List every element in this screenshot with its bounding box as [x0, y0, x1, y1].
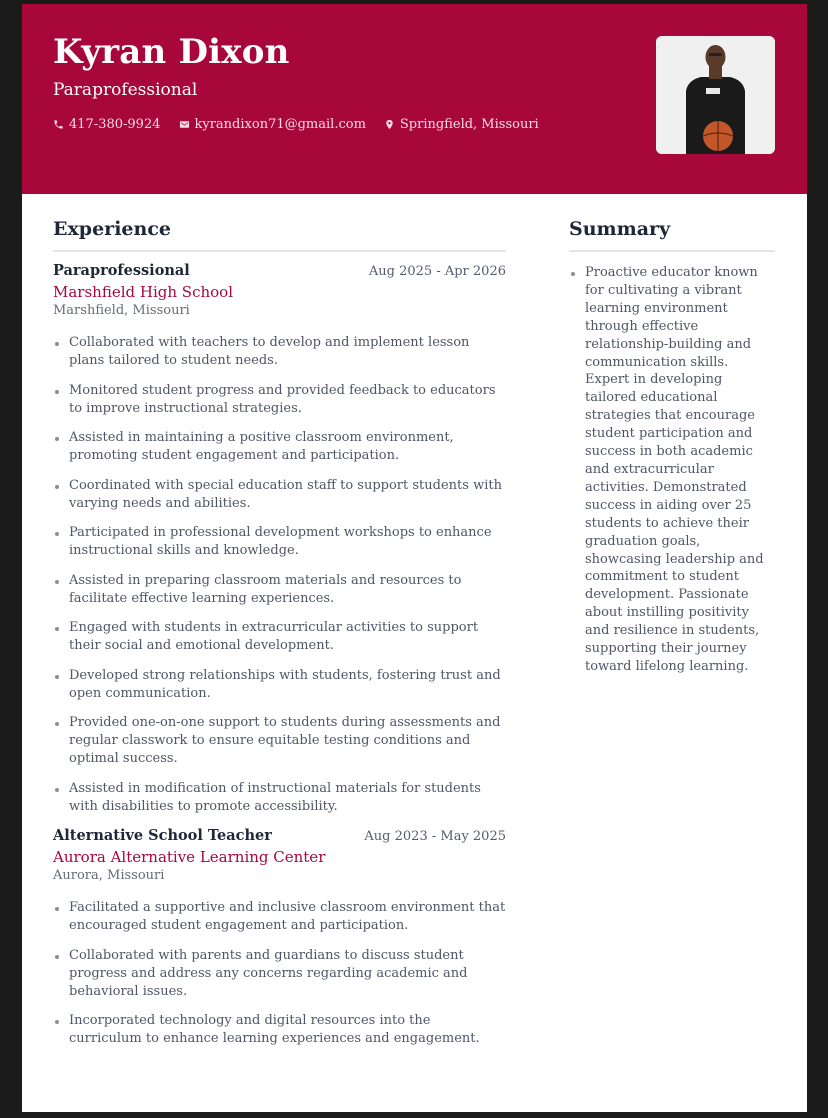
job-dates: Aug 2025 - Apr 2026: [368, 264, 506, 279]
contact-location: [384, 117, 539, 132]
job-bullets: [53, 334, 506, 816]
job-location: Marshfield, Missouri: [53, 303, 190, 318]
email-text[interactable]: kyrandixon71@gmail.com: [194, 117, 366, 132]
job-title: Paraprofessional: [53, 262, 190, 279]
bullet-item: Monitored student progress and provided feedback to educators to improve instructional strategies.: [53, 382, 506, 418]
experience-section: [53, 218, 506, 1060]
job-company: Aurora Alternative Learning Center: [53, 848, 326, 866]
job-company: Marshfield High School: [53, 283, 233, 301]
summary-section: [569, 218, 775, 676]
mail-icon: [179, 119, 190, 130]
job-header: [53, 262, 506, 279]
resume-page: [22, 4, 807, 1112]
bullet-item: Participated in professional development workshops to enhance instructional skills and knowledge.: [53, 524, 506, 560]
bullet-item: Collaborated with teachers to develop and implement lesson plans tailored to student needs.: [53, 334, 506, 370]
job-header: [53, 827, 506, 844]
summary-heading: Summary: [569, 218, 775, 252]
contact-phone: [53, 117, 161, 132]
bullet-item: Provided one-on-one support to students during assessments and regular classwork to ensure equitable testing conditions and optimal success.: [53, 714, 506, 768]
person-silhouette-icon: [656, 36, 775, 154]
candidate-title: Paraprofessional: [53, 80, 198, 100]
phone-icon: [53, 119, 64, 130]
experience-heading: Experience: [53, 218, 506, 252]
bullet-item: Incorporated technology and digital resources into the curriculum to enhance learning experiences and engagement.: [53, 1012, 506, 1048]
phone-text[interactable]: 417-380-9924: [69, 117, 161, 132]
bullet-item: Coordinated with special education staff to support students with varying needs and abilities.: [53, 477, 506, 513]
bullet-item: Engaged with students in extracurricular activities to support their social and emotional development.: [53, 619, 506, 655]
job-entry: [53, 262, 506, 816]
summary-list: [569, 264, 775, 676]
summary-text: Proactive educator known for cultivating a vibrant learning environment through effective relationship-building and communication skills. Expert in developing tailored educational strategies that encourage student participation and success in both academic and extracurricular activities. Demonstrated success in aiding over 25 students to achieve their graduation goals, showcasing leadership and commitment to student development. Passionate about instilling positivity and resilience in students, supporting their journey toward lifelong learning.: [569, 264, 775, 676]
location-text: Springfield, Missouri: [399, 117, 539, 132]
contact-email: [179, 117, 366, 132]
bullet-item: Assisted in preparing classroom materials and resources to facilitate effective learning experiences.: [53, 572, 506, 608]
job-dates: Aug 2023 - May 2025: [364, 829, 506, 844]
contact-info: [53, 117, 557, 132]
bullet-item: Facilitated a supportive and inclusive classroom environment that encouraged student engagement and participation.: [53, 899, 506, 935]
resume-header: [22, 4, 807, 194]
bullet-item: Assisted in modification of instructional materials for students with disabilities to promote accessibility.: [53, 780, 506, 816]
job-entry: [53, 827, 506, 1048]
bullet-item: Developed strong relationships with students, fostering trust and open communication.: [53, 667, 506, 703]
profile-photo: [656, 36, 775, 154]
candidate-name: Kyran Dixon: [53, 32, 290, 72]
job-location: Aurora, Missouri: [53, 868, 165, 883]
location-pin-icon: [384, 119, 395, 130]
bullet-item: Collaborated with parents and guardians to discuss student progress and address any concerns regarding academic and behavioral issues.: [53, 947, 506, 1001]
job-title: Alternative School Teacher: [53, 827, 272, 844]
bullet-item: Assisted in maintaining a positive classroom environment, promoting student engagement and participation.: [53, 429, 506, 465]
job-bullets: [53, 899, 506, 1048]
